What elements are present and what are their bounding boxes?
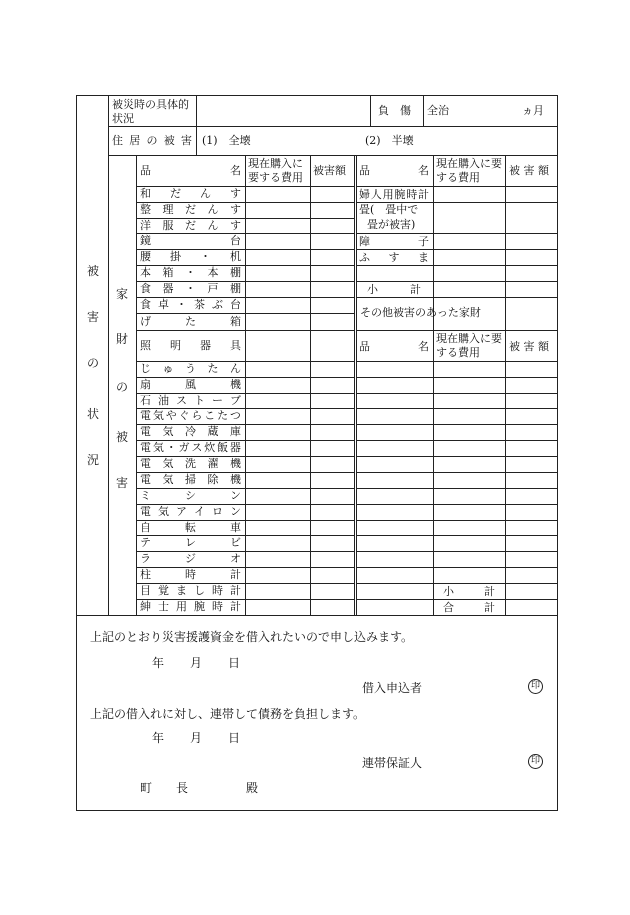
town-label: 町 — [140, 781, 153, 795]
item-row-label: 紳 士 用 腕 時 計 — [140, 600, 241, 613]
other-damage-cell[interactable] — [507, 505, 555, 519]
damage-amount-cell[interactable] — [312, 187, 352, 201]
application-date-month: 月 — [190, 656, 203, 670]
damage-status-char: 況 — [87, 453, 100, 467]
cost-cell[interactable] — [247, 505, 308, 519]
grid-line — [76, 615, 557, 616]
item-row-label: 整 理 だ ん す — [140, 203, 241, 216]
item-row-label: 自 転 車 — [140, 521, 241, 534]
other-item-name-cell[interactable] — [358, 521, 431, 534]
other-cost-cell[interactable] — [435, 457, 503, 471]
other-item-name-cell[interactable] — [358, 552, 431, 566]
guarantee-date-year: 年 — [152, 731, 165, 745]
grid-line — [356, 233, 557, 234]
item-row-label: じ ゅ う た ん — [140, 362, 241, 375]
option-full-collapse[interactable]: (1) 全壊 — [202, 134, 251, 147]
cost-cell[interactable] — [247, 250, 308, 264]
damage-amount-cell[interactable] — [312, 505, 352, 519]
other-item-name-cell[interactable] — [358, 568, 431, 582]
other-item-name-cell[interactable] — [358, 394, 431, 407]
cost-cell[interactable] — [247, 266, 308, 280]
other-item-name-cell[interactable] — [358, 378, 431, 392]
other-cost-cell[interactable] — [435, 362, 503, 376]
guarantor-seal-icon: 印 — [528, 754, 543, 769]
cost-cell[interactable] — [247, 457, 308, 471]
damage-amount-cell[interactable] — [312, 362, 352, 376]
option-half-collapse[interactable]: (2) 半壊 — [365, 134, 414, 147]
grid-line — [370, 95, 371, 126]
other-item-name-cell[interactable] — [358, 457, 431, 471]
item-row-label: ラ ジ オ — [140, 552, 241, 565]
cost-cell[interactable] — [247, 219, 308, 232]
residence-damage-label: 住 居 の 被 害 — [112, 134, 192, 147]
other-damage-cell[interactable] — [507, 409, 555, 423]
other-damage-cell[interactable] — [507, 600, 555, 614]
damage-amount-cell[interactable] — [312, 600, 352, 614]
cost-cell[interactable] — [247, 203, 308, 217]
other-item-name-cell[interactable] — [358, 505, 431, 519]
cost-cell[interactable] — [247, 425, 308, 439]
col-item-name: 品 名 — [140, 164, 241, 177]
damage-amount-cell[interactable] — [312, 457, 352, 471]
guarantee-date-month: 月 — [190, 731, 203, 745]
damage-status-char: 被 — [87, 264, 100, 278]
damage-amount-cell[interactable] — [312, 489, 352, 503]
right-item-tatami: 畳( 畳中で — [359, 203, 419, 216]
other-cost-cell[interactable] — [435, 441, 503, 455]
col-damage-amount-other: 被 害 額 — [509, 340, 549, 353]
guarantor-name-field[interactable] — [425, 750, 523, 770]
other-cost-cell[interactable] — [435, 425, 503, 439]
damage-amount-cell[interactable] — [312, 536, 352, 550]
other-item-name-cell[interactable] — [358, 441, 431, 455]
grand-total-label: 合 計 — [443, 601, 495, 614]
cost-cell[interactable] — [247, 409, 308, 423]
item-row-label: 照 明 器 具 — [140, 339, 241, 352]
cost-cell[interactable] — [247, 552, 308, 566]
damage-amount-cell[interactable] — [312, 234, 352, 248]
grid-line — [356, 249, 557, 250]
cost-cell[interactable] — [247, 282, 308, 296]
cost-cell[interactable] — [247, 298, 308, 312]
guarantor-label: 連帯保証人 — [362, 756, 423, 770]
other-damage-cell[interactable] — [507, 473, 555, 487]
col-damage-amount-right: 被 害 額 — [509, 164, 549, 177]
right-item-fusuma: ふ す ま — [359, 251, 429, 264]
other-item-name-cell[interactable] — [358, 425, 431, 439]
damage-amount-cell[interactable] — [312, 409, 352, 423]
injury-label: 負 傷 — [378, 104, 411, 117]
cost-cell[interactable] — [247, 234, 308, 248]
other-cost-cell[interactable] — [435, 378, 503, 392]
damage-amount-cell[interactable] — [312, 584, 352, 598]
other-items-title: その他被害のあった家財 — [360, 306, 481, 319]
damage-amount-cell[interactable] — [312, 219, 352, 232]
grid-line — [356, 186, 557, 187]
item-row-label: 電 気 ア イ ロ ン — [140, 505, 241, 518]
damage-amount-cell[interactable] — [312, 282, 352, 296]
other-cost-cell[interactable] — [435, 552, 503, 566]
other-cost-cell[interactable] — [435, 394, 503, 407]
item-row-label: 和 だ ん す — [140, 187, 241, 200]
item-row-label: 洋 服 だ ん す — [140, 219, 241, 232]
item-row-label: 食 器 ・ 戸 棚 — [140, 282, 241, 295]
household-damage-char: 家 — [116, 287, 129, 301]
other-damage-cell[interactable] — [507, 584, 555, 598]
cost-cell[interactable] — [247, 568, 308, 582]
grid-line — [108, 126, 557, 127]
cost-cell[interactable] — [247, 331, 308, 360]
cost-cell[interactable] — [247, 314, 308, 329]
months-suffix: ヵ月 — [522, 104, 544, 117]
applicant-name-field[interactable] — [425, 675, 523, 695]
damage-amount-cell[interactable] — [312, 521, 352, 534]
cost-cell[interactable] — [247, 521, 308, 534]
damage-amount-cell[interactable] — [312, 250, 352, 264]
cost-cell[interactable] — [247, 489, 308, 503]
cost-cell[interactable] — [247, 394, 308, 407]
right-item-womens-watch: 婦 人 用 腕 時 計 — [359, 188, 429, 201]
application-date-year: 年 — [152, 656, 165, 670]
grid-line — [245, 155, 246, 615]
other-damage-cell[interactable] — [507, 489, 555, 503]
damage-status-char: 害 — [87, 310, 100, 324]
col-item-name-other: 品 名 — [359, 340, 429, 353]
right-subtotal-label: 小 計 — [367, 283, 421, 296]
item-row-label: 電 気 ・ ガ ス 炊 飯 器 — [140, 441, 241, 454]
other-cost-cell[interactable] — [435, 568, 503, 582]
item-row-label: 柱 時 計 — [140, 568, 241, 581]
grid-line — [356, 330, 557, 331]
damage-amount-cell[interactable] — [312, 552, 352, 566]
grid-line — [356, 297, 557, 298]
col-damage-amount: 被害額 — [313, 164, 346, 177]
damage-amount-cell[interactable] — [312, 441, 352, 455]
item-row-label: 本 箱 ・ 本 棚 — [140, 266, 241, 279]
damage-amount-cell[interactable] — [312, 378, 352, 392]
other-cost-cell[interactable] — [435, 473, 503, 487]
other-cost-cell[interactable] — [435, 536, 503, 550]
specific-situation-field[interactable] — [198, 97, 368, 124]
cost-cell[interactable] — [247, 441, 308, 455]
col-item-name-right: 品 名 — [359, 164, 429, 177]
grid-line — [108, 155, 557, 156]
item-row-label: 電 気 洗 濯 機 — [140, 457, 241, 470]
other-damage-cell[interactable] — [507, 457, 555, 471]
household-damage-char: 被 — [116, 430, 129, 444]
other-damage-cell[interactable] — [507, 362, 555, 376]
applicant-seal-icon: 印 — [528, 679, 543, 694]
other-item-name-cell[interactable] — [358, 536, 431, 550]
other-damage-cell[interactable] — [507, 536, 555, 550]
cost-cell[interactable] — [247, 600, 308, 614]
cost-cell[interactable] — [247, 378, 308, 392]
cost-cell[interactable] — [247, 536, 308, 550]
grid-line — [108, 95, 109, 615]
col-cost-other: 現在購入に要する費用 — [436, 332, 502, 359]
other-cost-cell[interactable] — [435, 521, 503, 534]
item-row-label: 扇 風 機 — [140, 378, 241, 391]
other-damage-cell[interactable] — [507, 378, 555, 392]
damage-amount-cell[interactable] — [312, 298, 352, 312]
application-date-day: 日 — [228, 656, 241, 670]
other-cost-cell[interactable] — [435, 505, 503, 519]
cost-cell[interactable] — [247, 187, 308, 201]
other-item-name-cell[interactable] — [358, 489, 431, 503]
injury-value: 全治 — [427, 104, 449, 117]
cost-cell[interactable] — [247, 362, 308, 376]
item-row-label: 食 卓 ・ 茶 ぶ 台 — [140, 298, 241, 311]
item-row-label: 目 覚 ま し 時 計 — [140, 584, 241, 597]
specific-situation-label: 被災時の具体的状況 — [112, 98, 189, 125]
cost-cell[interactable] — [247, 473, 308, 487]
item-row-label: 石 油 ス ト ー ブ — [140, 394, 241, 407]
right-item-shoji: 障 子 — [359, 235, 429, 248]
damage-status-char: 状 — [87, 407, 100, 421]
grid-line — [354, 155, 355, 615]
grid-line — [423, 95, 424, 126]
other-damage-cell[interactable] — [507, 568, 555, 582]
damage-amount-cell[interactable] — [312, 314, 352, 329]
other-cost-cell[interactable] — [435, 489, 503, 503]
other-item-name-cell[interactable] — [358, 409, 431, 423]
item-row-label: ミ シ ン — [140, 489, 241, 502]
col-cost: 現在購入に要する費用 — [248, 157, 303, 184]
damage-amount-cell[interactable] — [312, 203, 352, 217]
damage-amount-cell[interactable] — [312, 568, 352, 582]
item-row-label: 電 気 や ぐ ら こ た つ — [140, 409, 241, 422]
item-row-label: 電 気 冷 蔵 庫 — [140, 425, 241, 438]
col-cost-right: 現在購入に要する費用 — [436, 157, 502, 184]
item-row-label: 電 気 掃 除 機 — [140, 473, 241, 486]
guarantee-date-day: 日 — [228, 731, 241, 745]
item-row-label: 鏡 台 — [140, 234, 241, 247]
grid-line — [310, 155, 311, 615]
damage-amount-cell[interactable] — [312, 266, 352, 280]
grid-line — [136, 155, 137, 615]
grid-line — [356, 281, 557, 282]
chief-label: 長 — [176, 781, 189, 795]
other-damage-cell[interactable] — [507, 425, 555, 439]
household-damage-char: の — [116, 380, 129, 394]
right-item-tatami-note: 畳が被害) — [367, 218, 416, 231]
damage-amount-cell[interactable] — [312, 394, 352, 407]
household-damage-char: 財 — [116, 332, 129, 346]
bottom-subtotal-label: 小 計 — [443, 585, 495, 598]
guarantee-statement: 上記の借入れに対し、連帯して債務を負担します。 — [90, 707, 366, 721]
other-cost-cell[interactable] — [435, 409, 503, 423]
application-statement: 上記のとおり災害援護資金を借入れたいので申し込みます。 — [90, 630, 414, 644]
item-row-label: 腰 掛 ・ 机 — [140, 250, 241, 263]
honorific-label: 殿 — [246, 781, 259, 795]
other-damage-cell[interactable] — [507, 521, 555, 534]
grid-line — [505, 155, 506, 330]
item-row-label: テ レ ビ — [140, 536, 241, 549]
damage-amount-cell[interactable] — [312, 331, 352, 360]
other-damage-cell[interactable] — [507, 394, 555, 407]
damage-status-char: の — [87, 356, 100, 370]
item-row-label: げ た 箱 — [140, 315, 241, 328]
damage-amount-cell[interactable] — [312, 425, 352, 439]
grid-line — [356, 155, 357, 615]
other-damage-cell[interactable] — [507, 441, 555, 455]
household-damage-char: 害 — [116, 476, 129, 490]
damage-amount-cell[interactable] — [312, 473, 352, 487]
grid-line — [433, 155, 434, 330]
other-item-name-cell[interactable] — [358, 362, 431, 376]
other-item-name-cell[interactable] — [358, 473, 431, 487]
grid-line — [196, 95, 197, 155]
cost-cell[interactable] — [247, 584, 308, 598]
other-damage-cell[interactable] — [507, 552, 555, 566]
applicant-label: 借入申込者 — [362, 681, 423, 695]
grid-line — [356, 265, 557, 266]
